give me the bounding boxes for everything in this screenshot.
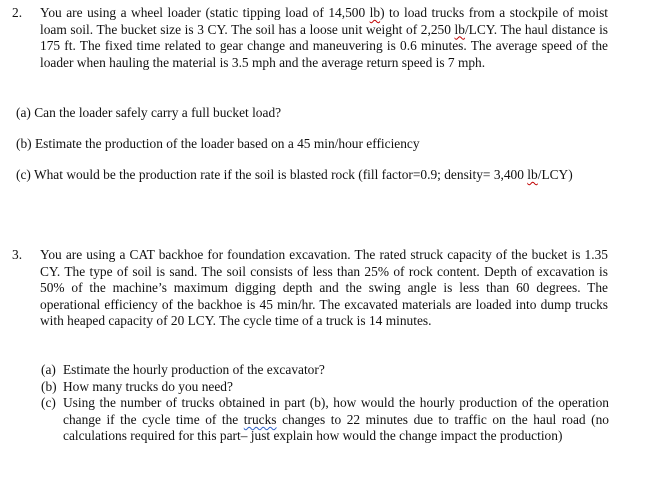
question-3-text: You are using a CAT backhoe for foundation excavation. The rated struck capacity of the bucket is 1.35 CY. The type of soil is sand. The soil consists of less than 25% of rock content. Depth of excavation is 50% of the machine’s maximum digging depth and the swing angle is less than 60 degrees. The operational efficiency of the backhoe is 45 min/hr. The excavated materials are loaded into dump trucks with heaped capacity of 20 LCY. The cycle time of a truck is 14 minutes. <box>40 247 608 329</box>
question-3-parts <box>41 362 609 445</box>
question-3-part-a: (a) Estimate the hourly production of the excavator? <box>41 362 325 377</box>
spelling-flag: lb <box>527 167 538 182</box>
question-2-part-c: (c) What would be the production rate if the soil is blasted rock (fill factor=0.9; density= 3,400 lb/LCY) <box>16 167 573 182</box>
question-3-part-b: (b) How many trucks do you need? <box>41 378 233 394</box>
question-3-part-c: (c) Using the number of trucks obtained in part (b), how would the hourly production of the operation change if the cycle time of the trucks changes to 22 minutes due to traffic on the haul road (no calculations required for this part– just explain how would the change impact the production) <box>41 395 609 444</box>
question-2-part-b: (b) Estimate the production of the loader based on a 45 min/hour efficiency <box>16 136 420 151</box>
question-3 <box>12 247 608 330</box>
question-3-number: 3. <box>12 247 23 262</box>
question-2-part-a: (a) Can the loader safely carry a full bucket load? <box>16 105 282 120</box>
question-2-text: You are using a wheel loader (static tipping load of 14,500 lb) to load trucks from a stockpile of moist loam soil. The bucket size is 3 CY. The soil has a loose unit weight of 2,250 lb/LCY. The haul distance is 175 ft. The fixed time related to gear change and maneuvering is 0.6 minutes. The average speed of the loader when hauling the material is 3.5 mph and the average return speed is 7 mph. <box>40 5 608 70</box>
spelling-flag: lb <box>369 5 381 20</box>
grammar-flag: trucks <box>243 411 277 427</box>
spelling-flag: lb <box>454 21 465 37</box>
question-2 <box>12 5 608 71</box>
question-2-number: 2. <box>12 5 23 20</box>
